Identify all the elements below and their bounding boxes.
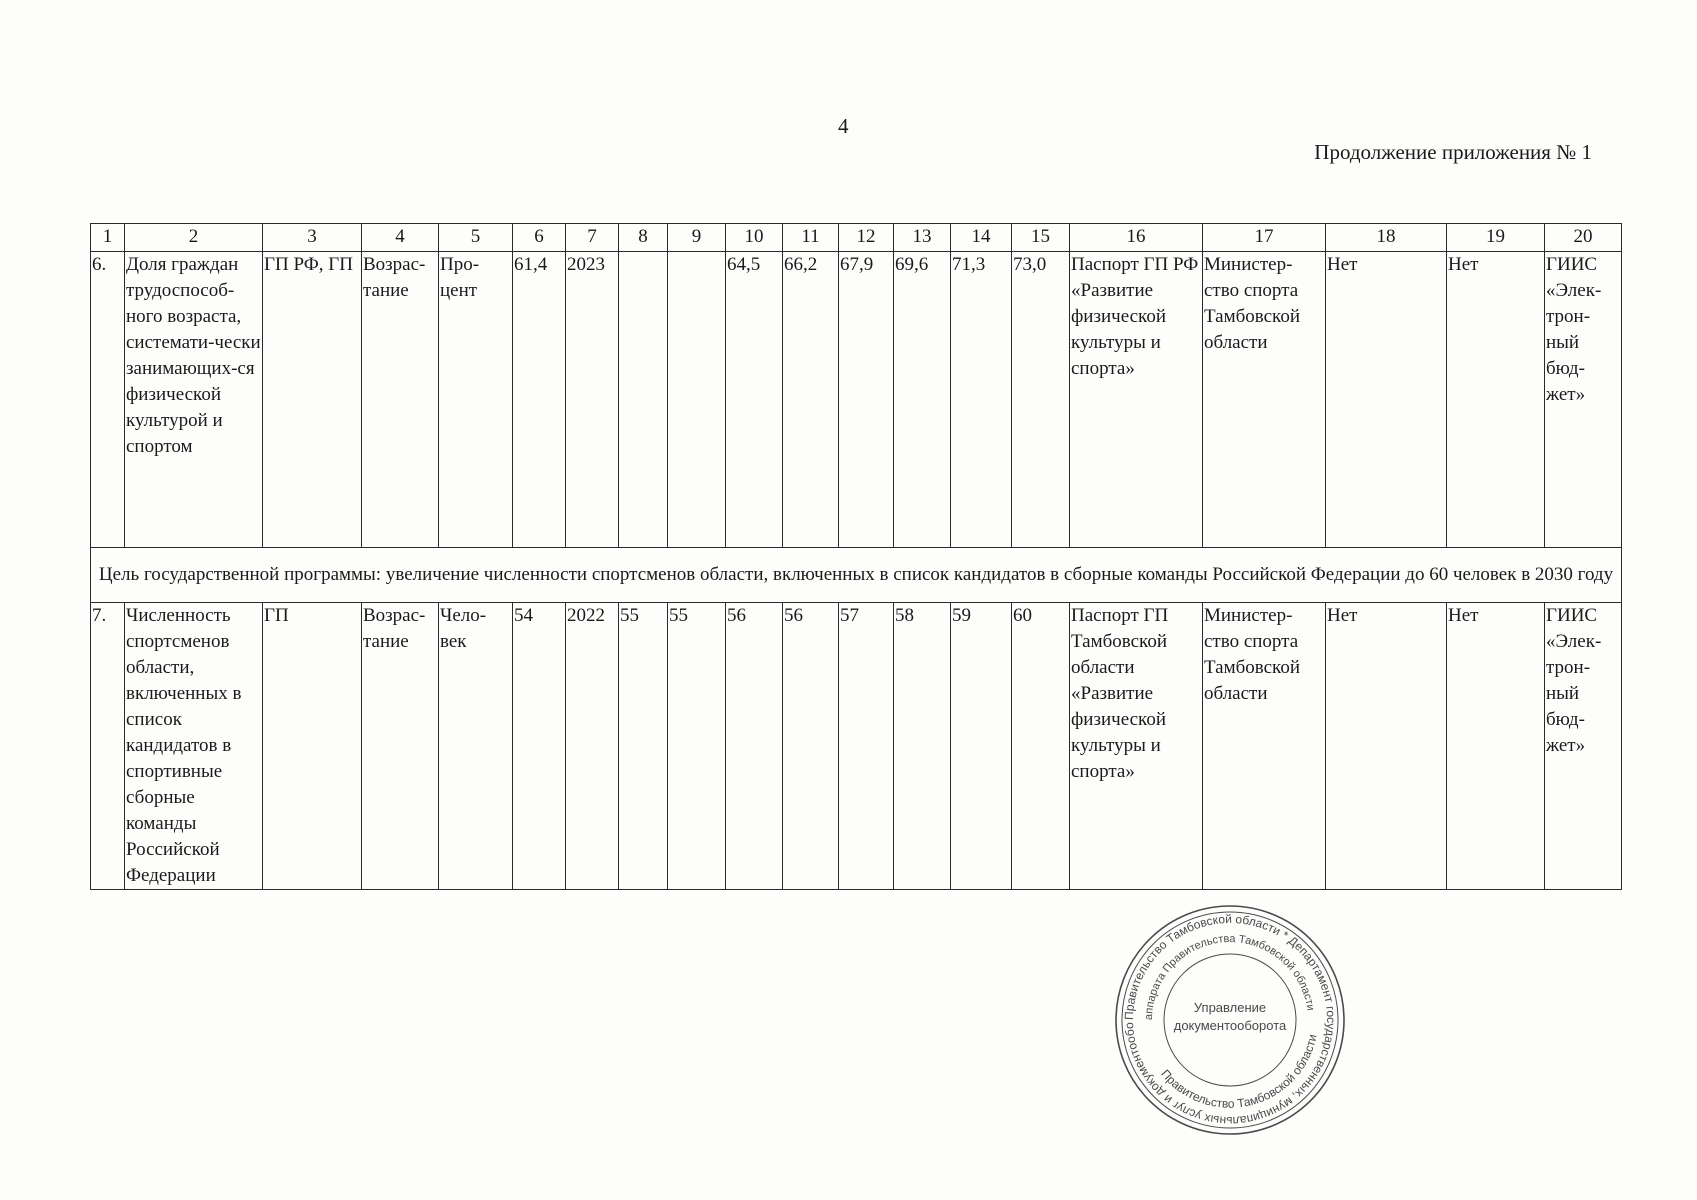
indicator-level: ГП РФ, ГП — [263, 252, 362, 548]
seal-center-line2: документооборота — [1173, 1018, 1287, 1033]
value-cell: 64,5 — [726, 252, 783, 548]
flag-cell: Нет — [1447, 603, 1545, 890]
flag-cell: Нет — [1447, 252, 1545, 548]
header-cell: 5 — [439, 224, 513, 252]
base-year: 2022 — [566, 603, 619, 890]
header-cell: 16 — [1070, 224, 1203, 252]
value-cell: 69,6 — [894, 252, 951, 548]
value-cell: 66,2 — [783, 252, 839, 548]
indicator-level: ГП — [263, 603, 362, 890]
seal-center — [1158, 999, 1302, 1035]
header-cell: 1 — [91, 224, 125, 252]
header-cell: 4 — [362, 224, 439, 252]
information-system: ГИИС «Элек-трон-ный бюд-жет» — [1545, 252, 1622, 548]
indicator-name: Численность спортсменов области, включенных в список кандидатов в спортивные сборные команды Российской Федерации — [125, 603, 263, 890]
value-cell: 71,3 — [951, 252, 1012, 548]
value-cell: 73,0 — [1012, 252, 1070, 548]
document-reference: Паспорт ГП РФ «Развитие физической культуры и спорта» — [1070, 252, 1203, 548]
unit-of-measure: Чело-век — [439, 603, 513, 890]
header-cell: 8 — [619, 224, 668, 252]
appendix-continuation-heading: Продолжение приложения № 1 — [1314, 140, 1592, 164]
base-value: 61,4 — [513, 252, 566, 548]
header-cell: 10 — [726, 224, 783, 252]
header-cell: 14 — [951, 224, 1012, 252]
row-number: 6. — [91, 252, 125, 548]
header-cell: 12 — [839, 224, 894, 252]
flag-cell: Нет — [1326, 603, 1447, 890]
value-cell: 55 — [668, 603, 726, 890]
header-cell: 9 — [668, 224, 726, 252]
row-number: 7. — [91, 603, 125, 890]
official-seal — [1113, 903, 1347, 1137]
value-cell: 56 — [726, 603, 783, 890]
value-cell — [668, 252, 726, 548]
header-cell: 15 — [1012, 224, 1070, 252]
header-cell: 3 — [263, 224, 362, 252]
table-row-indicator-7 — [91, 603, 1622, 890]
base-year: 2023 — [566, 252, 619, 548]
base-value: 54 — [513, 603, 566, 890]
information-system: ГИИС «Элек-трон-ный бюд-жет» — [1545, 603, 1622, 890]
header-cell: 17 — [1203, 224, 1326, 252]
value-cell: 67,9 — [839, 252, 894, 548]
value-cell — [619, 252, 668, 548]
column-number-row — [91, 224, 1622, 252]
header-cell: 19 — [1447, 224, 1545, 252]
seal-inner-text: аппарата Правительства Тамбовской области — [1142, 932, 1317, 1021]
header-cell: 11 — [783, 224, 839, 252]
responsible-body: Министер-ство спорта Тамбовской области — [1203, 603, 1326, 890]
indicator-trend: Возрас-тание — [362, 252, 439, 548]
program-goal-row — [91, 548, 1622, 603]
seal-center-line1: Управление — [1193, 1000, 1267, 1015]
value-cell: 59 — [951, 603, 1012, 890]
header-cell: 20 — [1545, 224, 1622, 252]
value-cell: 56 — [783, 603, 839, 890]
unit-of-measure: Про-цент — [439, 252, 513, 548]
indicator-trend: Возрас-тание — [362, 603, 439, 890]
flag-cell: Нет — [1326, 252, 1447, 548]
header-cell: 18 — [1326, 224, 1447, 252]
value-cell: 58 — [894, 603, 951, 890]
header-cell: 7 — [566, 224, 619, 252]
value-cell: 60 — [1012, 603, 1070, 890]
program-goal-text: Цель государственной программы: увеличение численности спортсменов области, включенных в список кандидатов в сборные команды Российской Федерации до 60 человек в 2030 году — [91, 548, 1622, 603]
responsible-body: Министер-ство спорта Тамбовской области — [1203, 252, 1326, 548]
value-cell: 57 — [839, 603, 894, 890]
document-reference: Паспорт ГП Тамбовской области «Развитие физической культуры и спорта» — [1070, 603, 1203, 890]
seal-bottom-text: Правительство Тамбовской области — [1158, 1032, 1320, 1111]
header-cell: 6 — [513, 224, 566, 252]
header-cell: 2 — [125, 224, 263, 252]
header-cell: 13 — [894, 224, 951, 252]
indicators-table — [90, 223, 1622, 890]
page-number: 4 — [838, 114, 849, 138]
indicator-name: Доля граждан трудоспособ-ного возраста, системати-чески занимающих-ся физической культурой и спортом — [125, 252, 263, 548]
table-row-indicator-6 — [91, 252, 1622, 548]
seal-outer-text: Правительство Тамбовской области * Департамент государственных, муниципальных услуг и документообо — [1121, 911, 1339, 1129]
value-cell: 55 — [619, 603, 668, 890]
